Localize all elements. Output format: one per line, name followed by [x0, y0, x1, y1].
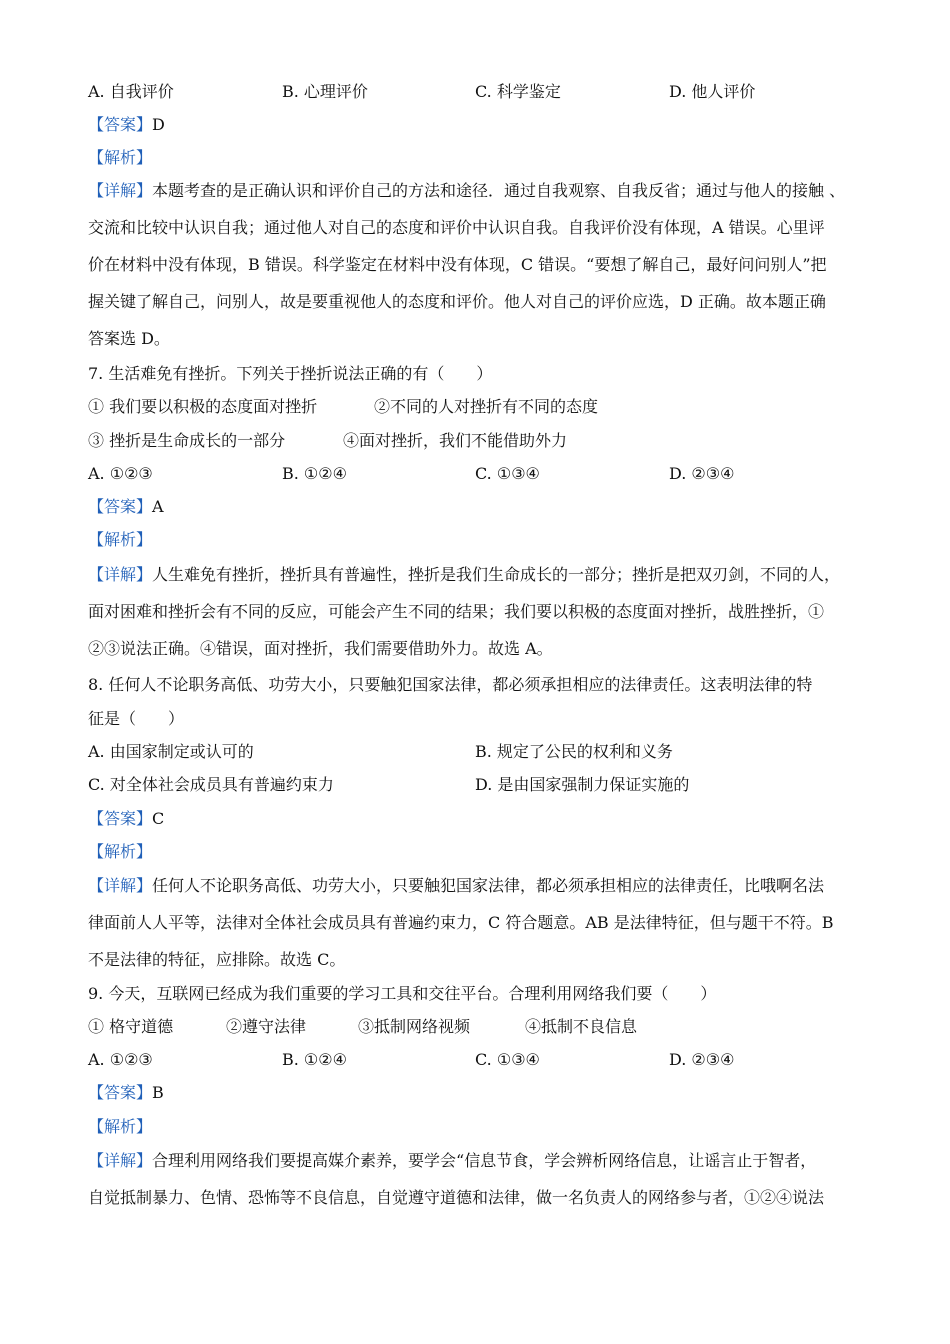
q7-detail-line: ②③说法正确。④错误，面对挫折，我们需要借助外力。故选 A。 — [88, 639, 553, 658]
statement: ②不同的人对挫折有不同的态度 — [374, 397, 599, 416]
statement: ②遵守法律 — [226, 1017, 307, 1036]
q9-stem: 9. 今天，互联网已经成为我们重要的学习工具和交往平台。合理利用网络我们要（ ） — [88, 984, 717, 1003]
detail-label: 【详解】 — [88, 876, 153, 895]
option-c: C. ①③④ — [475, 1050, 540, 1069]
q9-detail-line: 自觉抵制暴力、色情、恐怖等不良信息，自觉遵守道德和法律，做一名负责人的网络参与者，①②④说法 — [88, 1188, 825, 1207]
option-d: D. ②③④ — [669, 1050, 735, 1069]
analysis-label: 【解析】 — [88, 148, 153, 167]
q8-stem: 8. 任何人不论职务高低、功劳大小，只要触犯国家法律，都必须承担相应的法律责任。这表明法律的特 — [88, 675, 813, 694]
answer-value: B — [152, 1083, 164, 1102]
option-a: A. 自我评价 — [88, 82, 174, 101]
q8-stem: 征是（ ） — [88, 709, 185, 728]
q6-detail-line: 答案选 D。 — [88, 329, 170, 348]
option-a: A. 由国家制定或认可的 — [88, 742, 254, 761]
q7-stem: 7. 生活难免有挫折。下列关于挫折说法正确的有（ ） — [88, 364, 493, 383]
option-c: C. ①③④ — [475, 464, 540, 483]
option-d: D. 他人评价 — [669, 82, 756, 101]
q7-detail-line — [88, 565, 878, 585]
q8-detail-line: 不是法律的特征，应排除。故选 C。 — [88, 950, 346, 969]
q7-detail-line: 面对困难和挫折会有不同的反应，可能会产生不同的结果；我们要以积极的态度面对挫折，战胜挫折，① — [88, 602, 825, 621]
option-b: B. ①②④ — [282, 1050, 347, 1069]
q6-answer — [88, 115, 878, 135]
q9-detail-line — [88, 1151, 878, 1171]
q6-detail-line: 价在材料中没有体现，B 错误。科学鉴定在材料中没有体现，C 错误。“要想了解自己，最好问问别人”把 — [88, 255, 827, 274]
detail-text: 任何人不论职务高低、功劳大小，只要触犯国家法律，都必须承担相应的法律责任，比哦啊名法 — [152, 876, 825, 895]
analysis-label: 【解析】 — [88, 530, 153, 549]
option-a: A. ①②③ — [88, 464, 153, 483]
q9-analysis — [88, 1117, 878, 1137]
answer-value: D — [152, 115, 165, 134]
detail-text: 本题考查的是正确认识和评价自己的方法和途径．通过自我观察、自我反省；通过与他人的接触 、 — [152, 181, 846, 200]
q7-answer — [88, 497, 878, 517]
statement: ③ 挫折是生命成长的一部分 — [88, 431, 286, 450]
option-c: C. 科学鉴定 — [475, 82, 561, 101]
statement: ① 我们要以积极的态度面对挫折 — [88, 397, 318, 416]
analysis-label: 【解析】 — [88, 842, 153, 861]
q6-detail-line — [88, 181, 878, 201]
option-c: C. 对全体社会成员具有普遍约束力 — [88, 775, 334, 794]
statement: ③抵制网络视频 — [358, 1017, 471, 1036]
detail-text: 人生难免有挫折，挫折具有普遍性，挫折是我们生命成长的一部分；挫折是把双刃剑，不同的人， — [152, 565, 841, 584]
statement: ① 格守道德 — [88, 1017, 174, 1036]
detail-label: 【详解】 — [88, 565, 153, 584]
option-a: A. ①②③ — [88, 1050, 153, 1069]
q8-detail-line: 律面前人人平等，法律对全体社会成员具有普遍约束力，C 符合题意。AB 是法律特征，但与题干不符。B — [88, 913, 834, 932]
answer-value: A — [152, 497, 164, 516]
q9-answer — [88, 1083, 878, 1103]
detail-label: 【详解】 — [88, 1151, 153, 1170]
statement: ④抵制不良信息 — [525, 1017, 638, 1036]
q6-detail-line: 握关键了解自己，问别人，故是要重视他人的态度和评价。他人对自己的评价应选，D 正确。故本题正确 — [88, 292, 826, 311]
option-d: D. ②③④ — [669, 464, 735, 483]
answer-label: 【答案】 — [88, 115, 153, 134]
option-b: B. 心理评价 — [282, 82, 368, 101]
answer-value: C — [152, 809, 165, 828]
q6-analysis — [88, 148, 878, 168]
analysis-label: 【解析】 — [88, 1117, 153, 1136]
q6-detail-line: 交流和比较中认识自我；通过他人对自己的态度和评价中认识自我。自我评价没有体现，A 错误。心里评 — [88, 218, 825, 237]
answer-label: 【答案】 — [88, 1083, 153, 1102]
statement: ④面对挫折，我们不能借助外力 — [343, 431, 568, 450]
detail-label: 【详解】 — [88, 181, 153, 200]
q8-analysis — [88, 842, 878, 862]
q7-analysis — [88, 530, 878, 550]
q8-detail-line — [88, 876, 878, 896]
q8-answer — [88, 809, 878, 829]
option-d: D. 是由国家强制力保证实施的 — [475, 775, 690, 794]
option-b: B. 规定了公民的权利和义务 — [475, 742, 673, 761]
option-b: B. ①②④ — [282, 464, 347, 483]
detail-text: 合理利用网络我们要提高媒介素养，要学会“信息节食，学会辨析网络信息，让谣言止于智者， — [152, 1151, 817, 1170]
answer-label: 【答案】 — [88, 497, 153, 516]
answer-label: 【答案】 — [88, 809, 153, 828]
